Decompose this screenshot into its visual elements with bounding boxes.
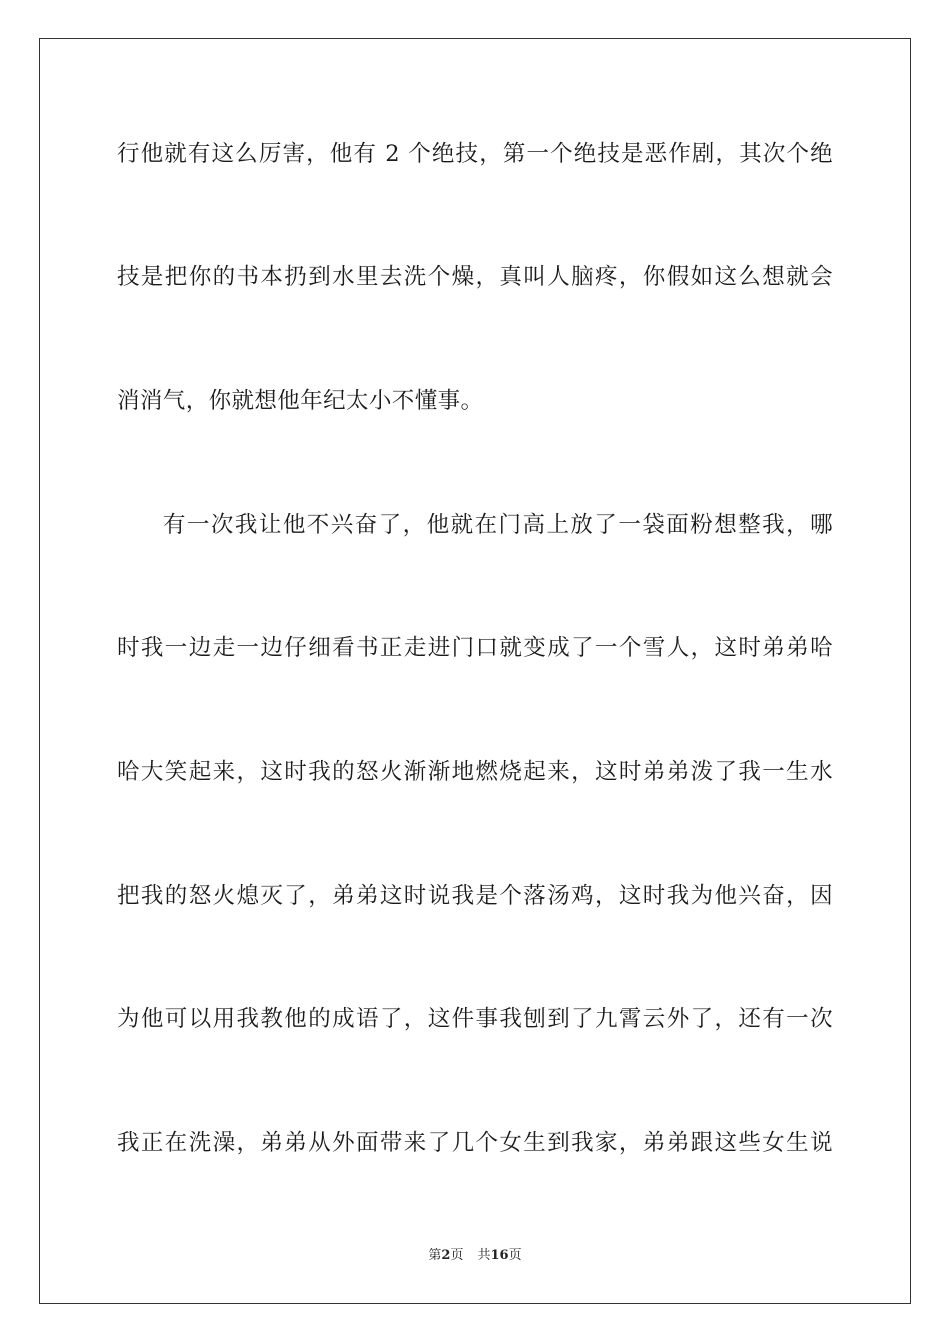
body-line-8: 为他可以用我教他的成语了，这件事我刨到了九霄云外了，还有一次 — [117, 1006, 833, 1032]
footer-total-suffix: 页 — [508, 1248, 522, 1263]
body-line-3: 消消气，你就想他年纪太小不懂事。 — [117, 388, 484, 414]
footer-page-number: 2 — [441, 1248, 451, 1263]
footer-page-prefix: 第 — [428, 1248, 442, 1263]
body-line-9: 我正在洗澡，弟弟从外面带来了几个女生到我家，弟弟跟这些女生说 — [117, 1130, 833, 1156]
page-frame — [39, 38, 911, 1304]
body-line-7: 把我的怒火熄灭了，弟弟这时说我是个落汤鸡，这时我为他兴奋，因 — [117, 883, 833, 909]
footer-page-suffix: 页 — [450, 1248, 464, 1263]
footer-total-pages: 16 — [490, 1248, 509, 1263]
footer-total-prefix: 共 — [477, 1248, 491, 1263]
body-line-4: 有一次我让他不兴奋了，他就在门高上放了一袋面粉想整我，哪 — [163, 512, 833, 538]
body-line-5: 时我一边走一边仔细看书正走进门口就变成了一个雪人，这时弟弟哈 — [117, 635, 833, 661]
body-line-1: 行他就有这么厉害，他有 2 个绝技，第一个绝技是恶作剧，其次个绝 — [117, 141, 833, 167]
body-line-6: 哈大笑起来，这时我的怒火渐渐地燃烧起来，这时弟弟泼了我一生水 — [117, 759, 833, 785]
body-line-2: 技是把你的书本扔到水里去洗个燥，真叫人脑疼，你假如这么想就会 — [117, 264, 833, 290]
page-footer — [0, 1247, 950, 1265]
